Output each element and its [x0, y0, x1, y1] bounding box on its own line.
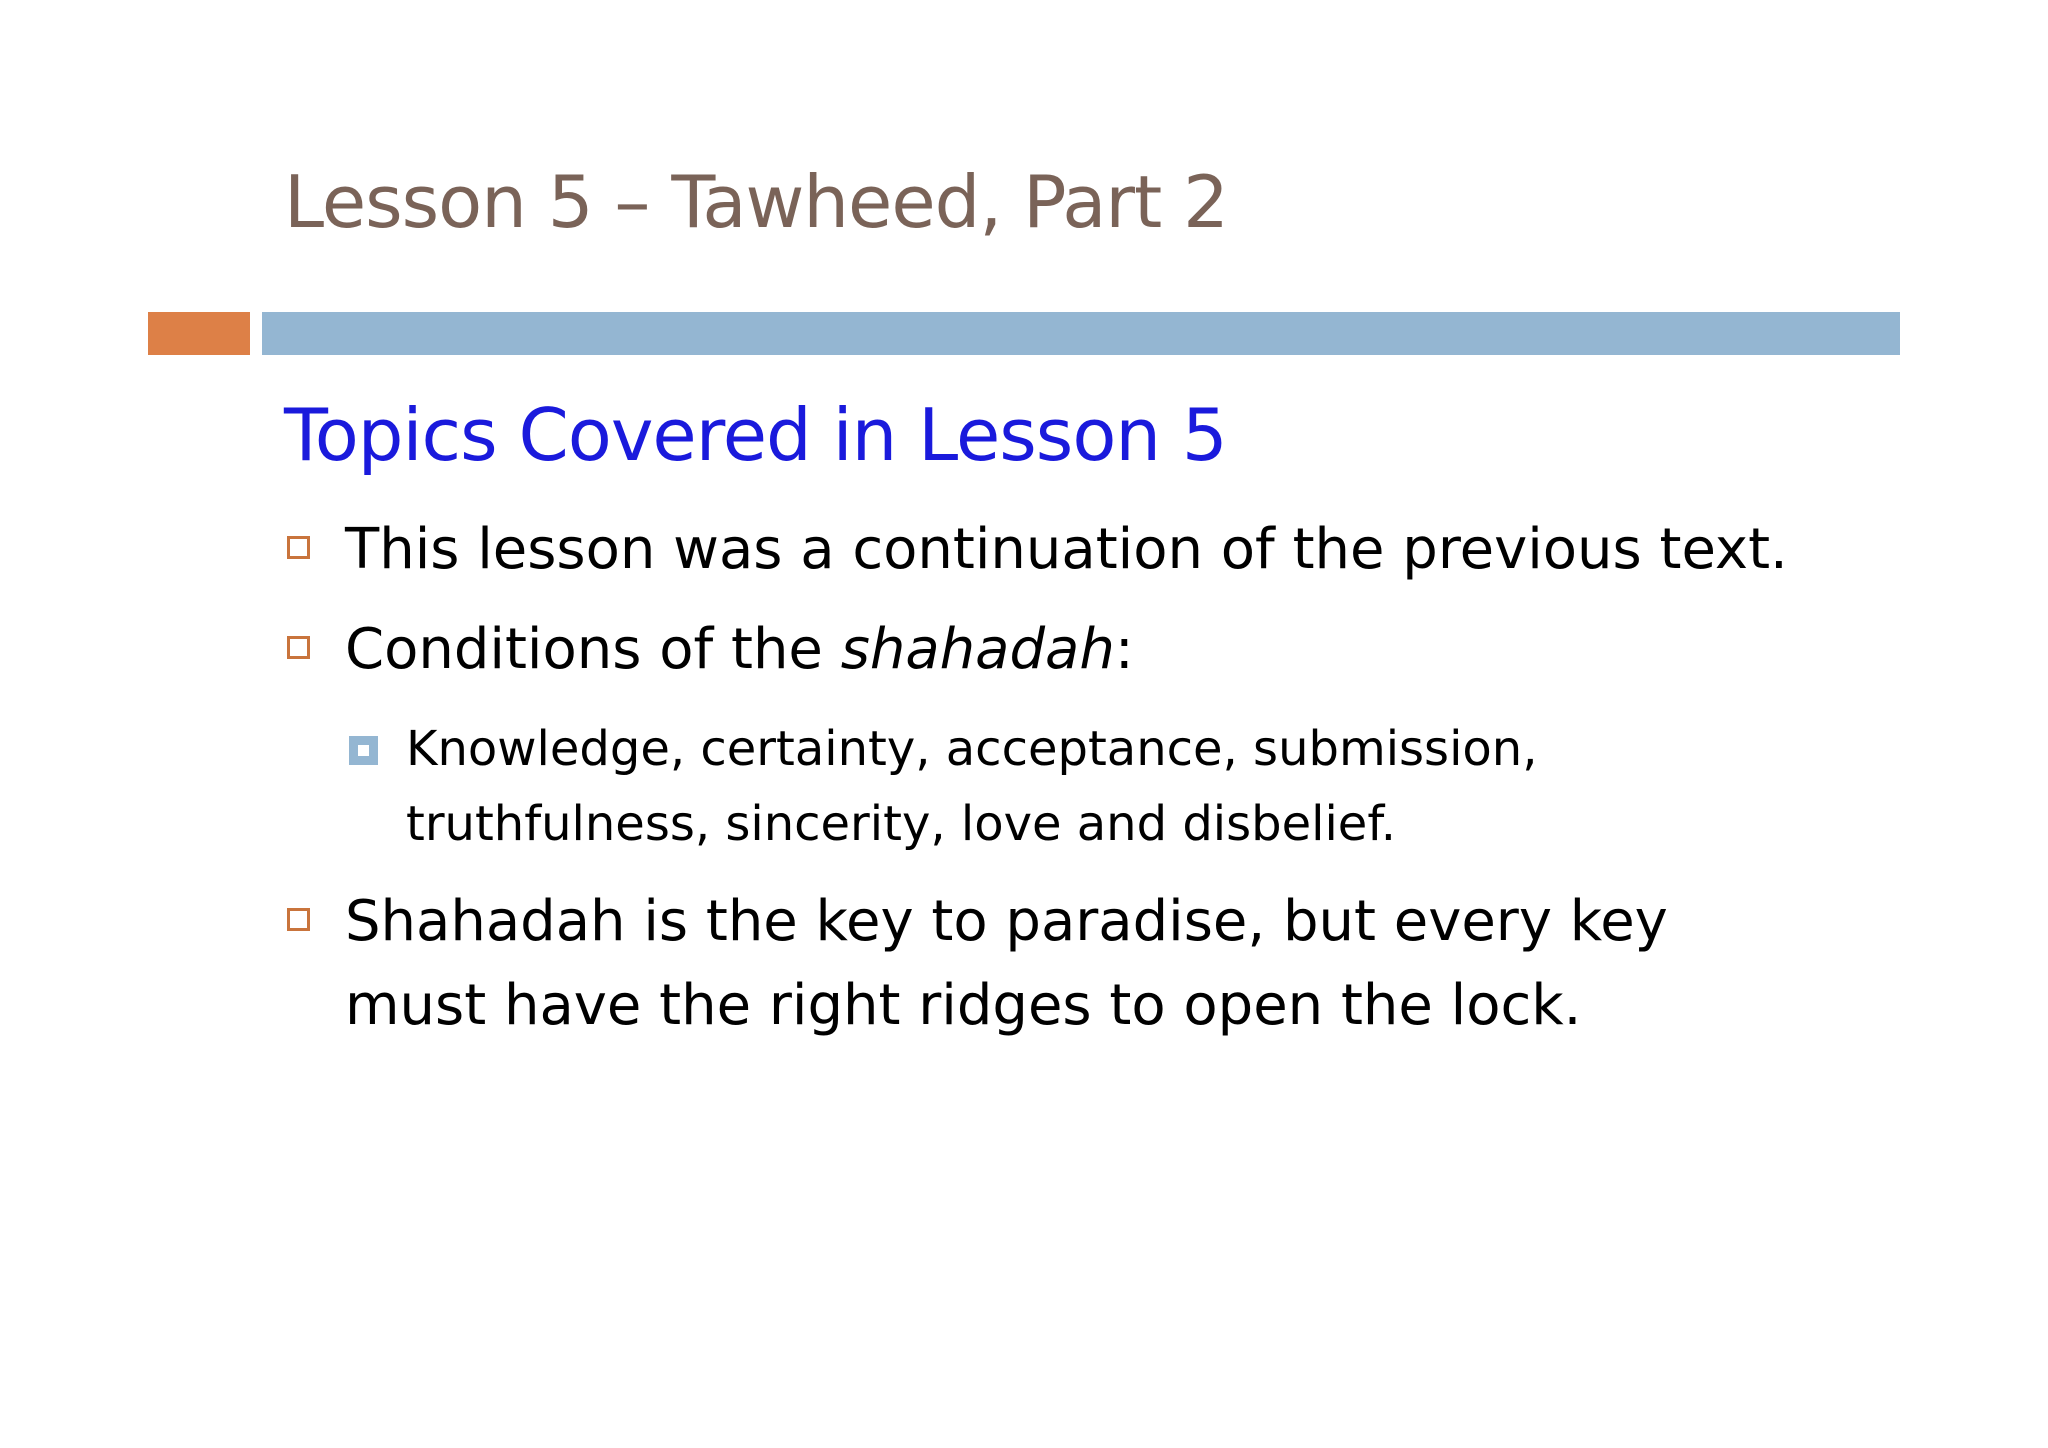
filled-square-bullet-icon [349, 736, 378, 765]
square-bullet-icon [287, 908, 310, 931]
sub-bullet-text: Knowledge, certainty, acceptance, submission, truthfulness, sincerity, love and disbelief. [406, 721, 1538, 852]
bullet-text-suffix: : [1114, 617, 1134, 682]
bullet-text-italic: shahadah [840, 617, 1115, 682]
section-heading: Topics Covered in Lesson 5 [284, 393, 1227, 477]
orange-accent-bar [148, 312, 250, 355]
bullet-item [345, 508, 1788, 592]
blue-divider-bar [262, 312, 1900, 355]
bullet-item [345, 880, 1785, 1048]
square-bullet-icon [287, 636, 310, 659]
slide-title: Lesson 5 – Tawheed, Part 2 [284, 160, 1228, 244]
bullet-text-prefix: Conditions of the [345, 617, 841, 682]
square-bullet-icon [287, 536, 310, 559]
bullet-item [345, 608, 1134, 692]
bullet-text: Shahadah is the key to paradise, but every key must have the right ridges to open the lock. [345, 889, 1668, 1038]
sub-bullet-item [406, 712, 1706, 862]
bullet-text: This lesson was a continuation of the previous text. [345, 517, 1788, 582]
